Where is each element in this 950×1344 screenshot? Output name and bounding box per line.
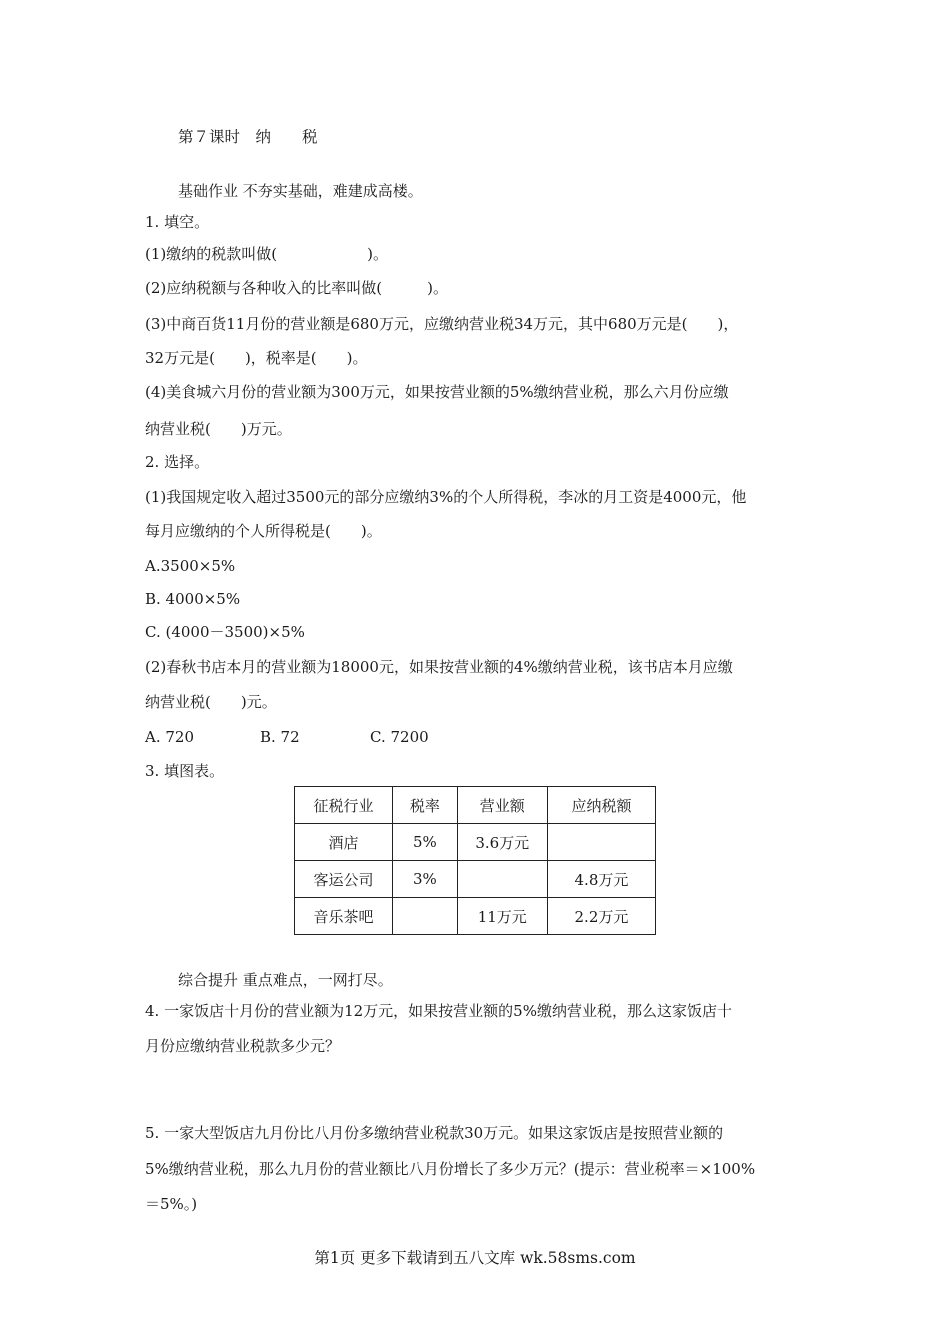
q2-item-2-option-a: A. 720 bbox=[145, 728, 194, 746]
q5-line-2: 5%缴纳营业税，那么九月份的营业额比八月份增长了多少万元？(提示：营业税率＝×100% bbox=[145, 1160, 756, 1178]
q2-option-c: C. (4000－3500)×5% bbox=[145, 623, 305, 641]
q2-item-1-line-1: (1)我国规定收入超过3500元的部分应缴纳3%的个人所得税，李冰的月工资是4000元，他 bbox=[145, 488, 747, 506]
q4-line-1: 4. 一家饭店十月份的营业额为12万元，如果按营业额的5%缴纳营业税，那么这家饭店十 bbox=[145, 1002, 732, 1020]
q4-line-2: 月份应缴纳营业税款多少元？ bbox=[145, 1037, 341, 1055]
table-header-cell: 应纳税额 bbox=[547, 787, 655, 824]
table-row bbox=[295, 898, 656, 935]
q1-item-3-line-1: (3)中商百货11月份的营业额是680万元，应缴纳营业税34万元，其中680万元是( )， bbox=[145, 315, 739, 333]
table-header-cell: 税率 bbox=[393, 787, 458, 824]
q5-line-3: ＝5%。) bbox=[145, 1195, 198, 1213]
q2-item-2-line-1: (2)春秋书店本月的营业额为18000元，如果按营业额的4%缴纳营业税，该书店本月应缴 bbox=[145, 658, 733, 676]
table-cell: 11万元 bbox=[457, 898, 547, 935]
table-cell: 音乐茶吧 bbox=[295, 898, 393, 935]
q2-option-a: A.3500×5% bbox=[145, 557, 236, 575]
table-header-cell: 营业额 bbox=[457, 787, 547, 824]
lesson-title: 第７课时 纳 税 bbox=[178, 128, 318, 146]
table-cell: 3% bbox=[393, 861, 458, 898]
q1-item-4-line-2: 纳营业税( )万元。 bbox=[145, 420, 292, 438]
table-cell bbox=[457, 861, 547, 898]
q2-item-2-option-b: B. 72 bbox=[260, 728, 300, 746]
q2-item-1-line-2: 每月应缴纳的个人所得税是( )。 bbox=[145, 522, 382, 540]
table-header-cell: 征税行业 bbox=[295, 787, 393, 824]
table-cell: 客运公司 bbox=[295, 861, 393, 898]
q5-line-1: 5. 一家大型饭店九月份比八月份多缴纳营业税款30万元。如果这家饭店是按照营业额的 bbox=[145, 1124, 724, 1142]
table-header-row bbox=[295, 787, 656, 824]
q1-item-2: (2)应纳税额与各种收入的比率叫做( )。 bbox=[145, 279, 448, 297]
q1-item-1: (1)缴纳的税款叫做( )。 bbox=[145, 245, 388, 263]
q2-item-2-line-2: 纳营业税( )元。 bbox=[145, 693, 277, 711]
q1-heading: 1. 填空。 bbox=[145, 213, 210, 231]
q1-item-3-line-2: 32万元是( )，税率是( )。 bbox=[145, 349, 368, 367]
tax-table bbox=[294, 786, 656, 935]
section-basic-heading: 基础作业 不夯实基础，难建成高楼。 bbox=[178, 182, 423, 200]
table-row bbox=[295, 824, 656, 861]
table-cell: 5% bbox=[393, 824, 458, 861]
q3-heading: 3. 填图表。 bbox=[145, 762, 225, 780]
q2-heading: 2. 选择。 bbox=[145, 453, 210, 471]
table-cell: 酒店 bbox=[295, 824, 393, 861]
table-cell bbox=[393, 898, 458, 935]
q1-item-4-line-1: (4)美食城六月份的营业额为300万元，如果按营业额的5%缴纳营业税，那么六月份应缴 bbox=[145, 383, 729, 401]
table-row bbox=[295, 861, 656, 898]
table-cell: 2.2万元 bbox=[547, 898, 655, 935]
q2-item-2-option-c: C. 7200 bbox=[370, 728, 429, 746]
q2-option-b: B. 4000×5% bbox=[145, 590, 241, 608]
table-cell: 4.8万元 bbox=[547, 861, 655, 898]
table-cell: 3.6万元 bbox=[457, 824, 547, 861]
table-cell bbox=[547, 824, 655, 861]
section-advanced-heading: 综合提升 重点难点，一网打尽。 bbox=[178, 971, 393, 989]
page-footer: 第1页 更多下载请到五八文库 wk.58sms.com bbox=[314, 1249, 636, 1267]
